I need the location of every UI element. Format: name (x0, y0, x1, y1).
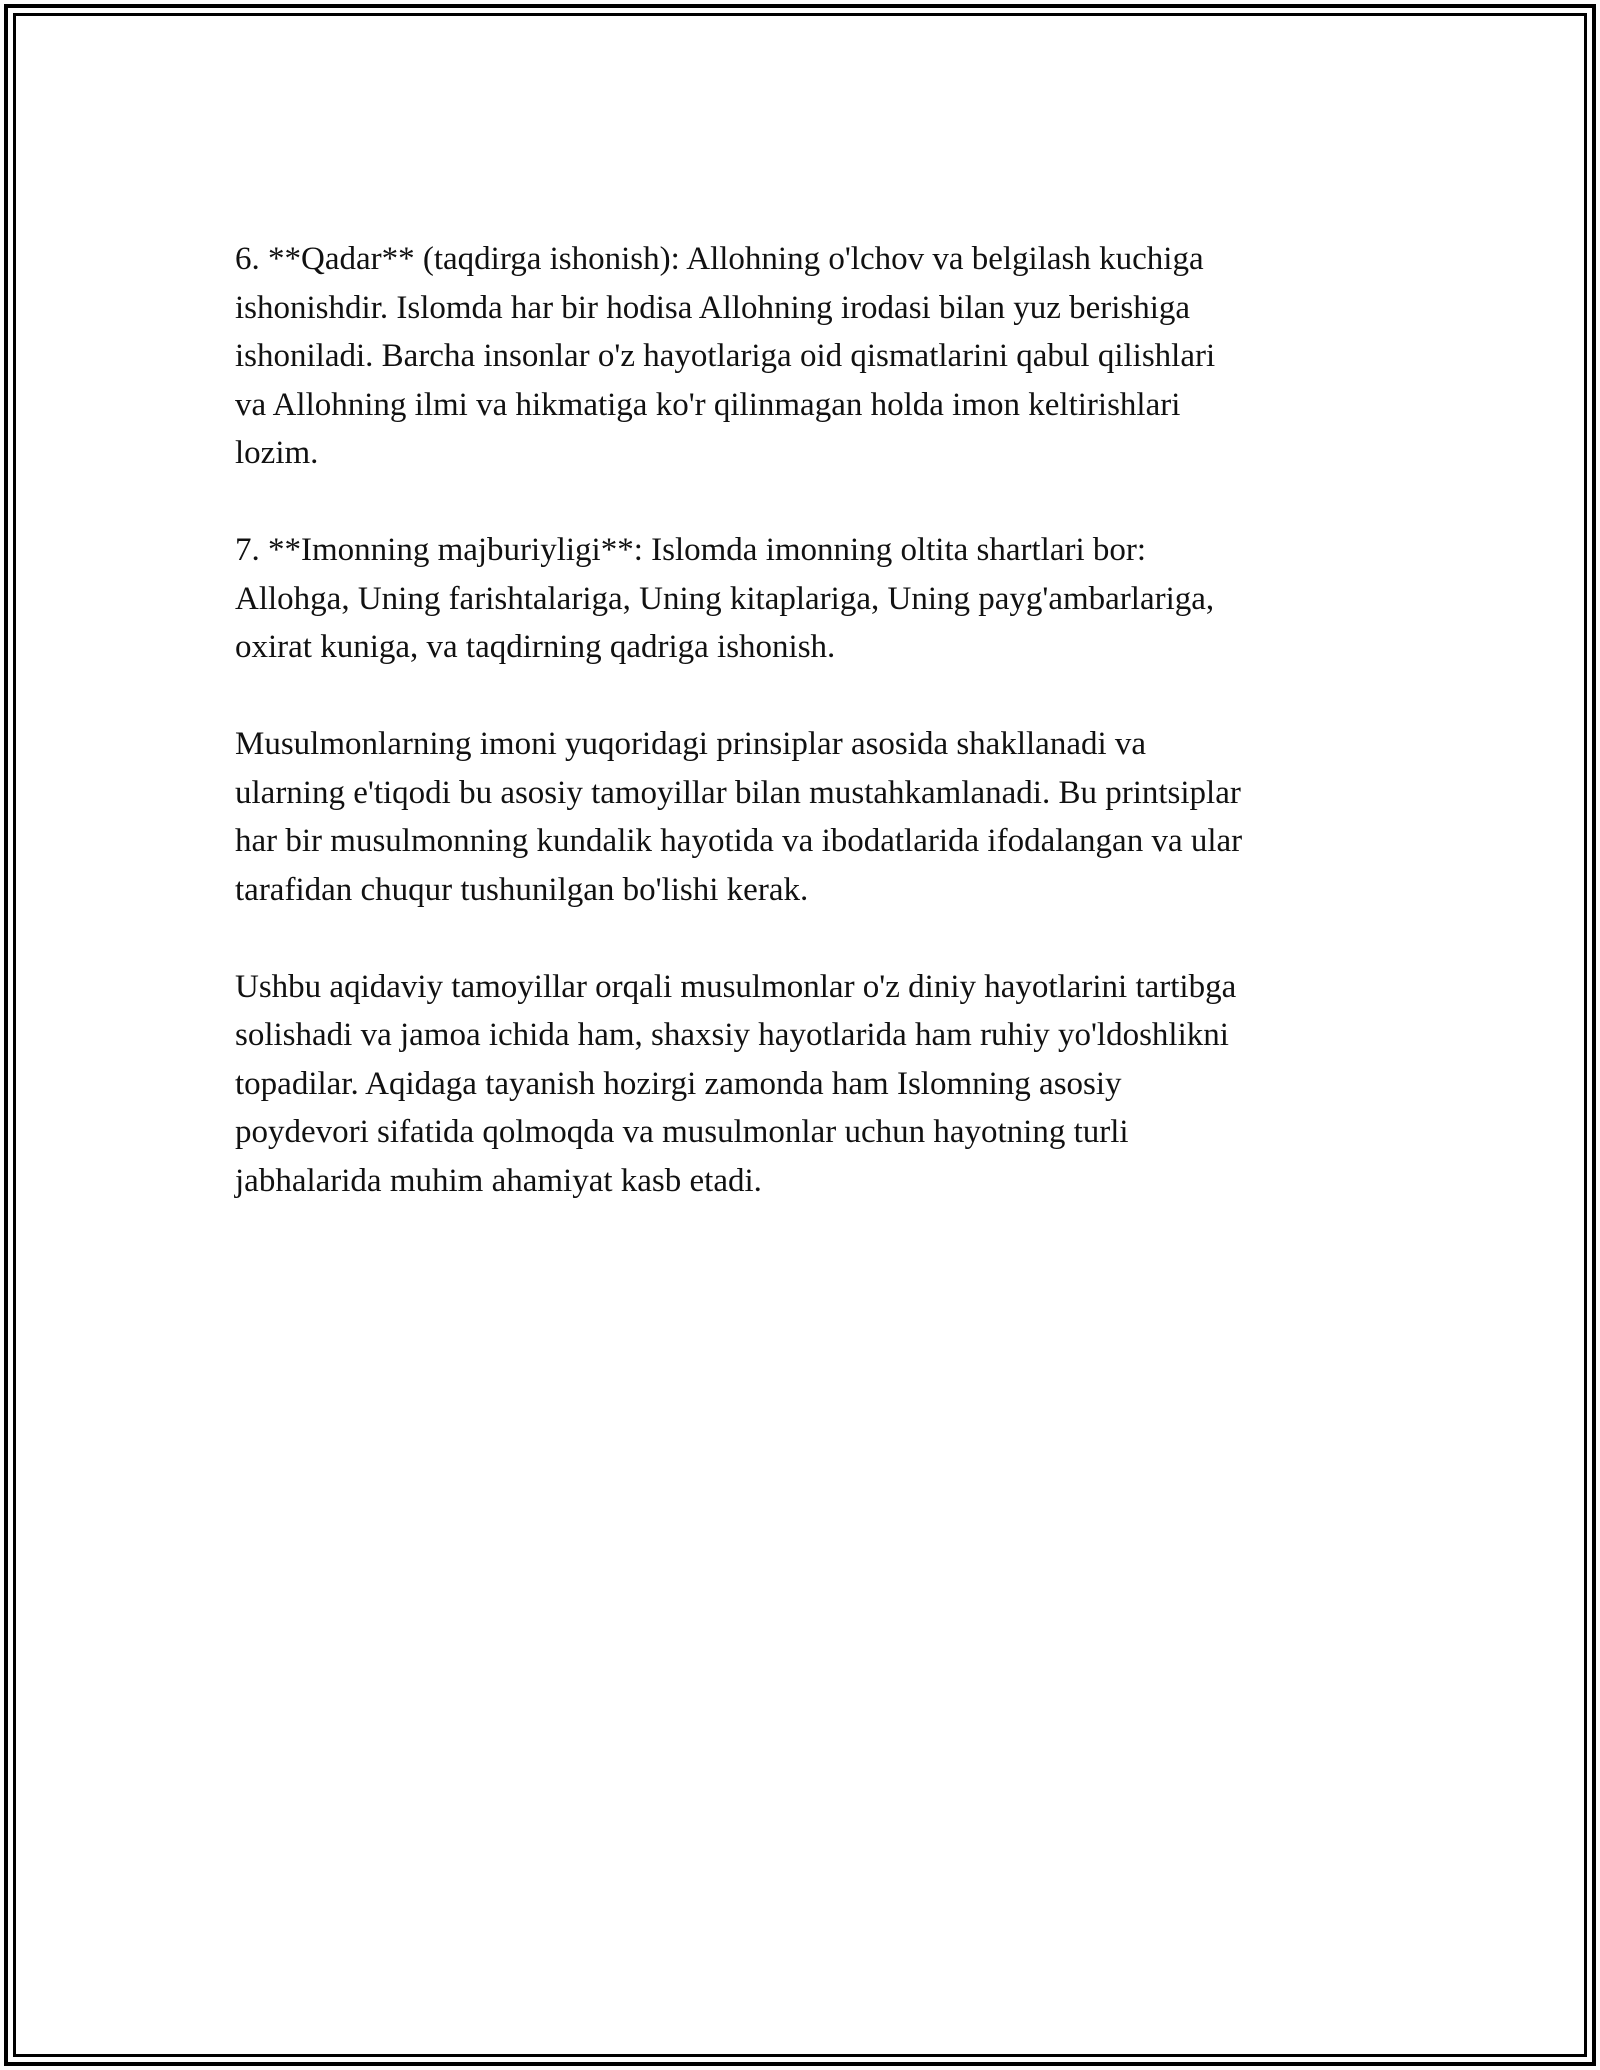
text-line: lozim. (235, 435, 319, 471)
text-line: solishadi va jamoa ichida ham, shaxsiy hayotlarida ham ruhiy yo'ldoshlikni (235, 1017, 1229, 1053)
paragraph-musulmonlar-imoni (235, 720, 1370, 914)
paragraph-imon-majburiyligi (235, 526, 1370, 672)
document-body (235, 235, 1370, 1254)
text-line: 6. **Qadar** (taqdirga ishonish): Allohning o'lchov va belgilash kuchiga (235, 241, 1204, 277)
text-line: ishonishdir. Islomda har bir hodisa Allohning irodasi bilan yuz berishiga (235, 289, 1191, 326)
paragraph-aqidaviy-tamoyillar (235, 963, 1370, 1206)
text-line: ishoniladi. Barcha insonlar o'z hayotlariga oid qismatlarini qabul qilishlari (235, 338, 1216, 374)
text-line: topadilar. Aqidaga tayanish hozirgi zamonda ham Islomning asosiy (235, 1065, 1122, 1102)
paragraph-qadar (235, 235, 1370, 478)
text-line: Allohga, Uning farishtalariga, Uning kitaplariga, Uning payg'ambarlariga, (235, 580, 1215, 617)
text-line: Ushbu aqidaviy tamoyillar orqali musulmonlar o'z diniy hayotlarini tartibga (235, 968, 1237, 1005)
text-line: 7. **Imonning majburiyligi**: Islomda imonning oltita shartlari bor: (235, 532, 1147, 568)
text-line: har bir musulmonning kundalik hayotida va ibodatlarida ifodalangan va ular (235, 823, 1243, 859)
text-line: oxirat kuniga, va taqdirning qadriga ishonish. (235, 629, 836, 665)
text-line: jabhalarida muhim ahamiyat kasb etadi. (235, 1162, 762, 1199)
text-line: poydevori sifatida qolmoqda va musulmonlar uchun hayotning turli (235, 1114, 1129, 1150)
text-line: tarafidan chuqur tushunilgan bo'lishi kerak. (235, 871, 809, 908)
text-line: ularning e'tiqodi bu asosiy tamoyillar bilan mustahkamlanadi. Bu printsiplar (235, 774, 1241, 811)
text-line: va Allohning ilmi va hikmatiga ko'r qilinmagan holda imon keltirishlari (235, 386, 1181, 423)
text-line: Musulmonlarning imoni yuqoridagi prinsiplar asosida shakllanadi va (235, 726, 1147, 762)
